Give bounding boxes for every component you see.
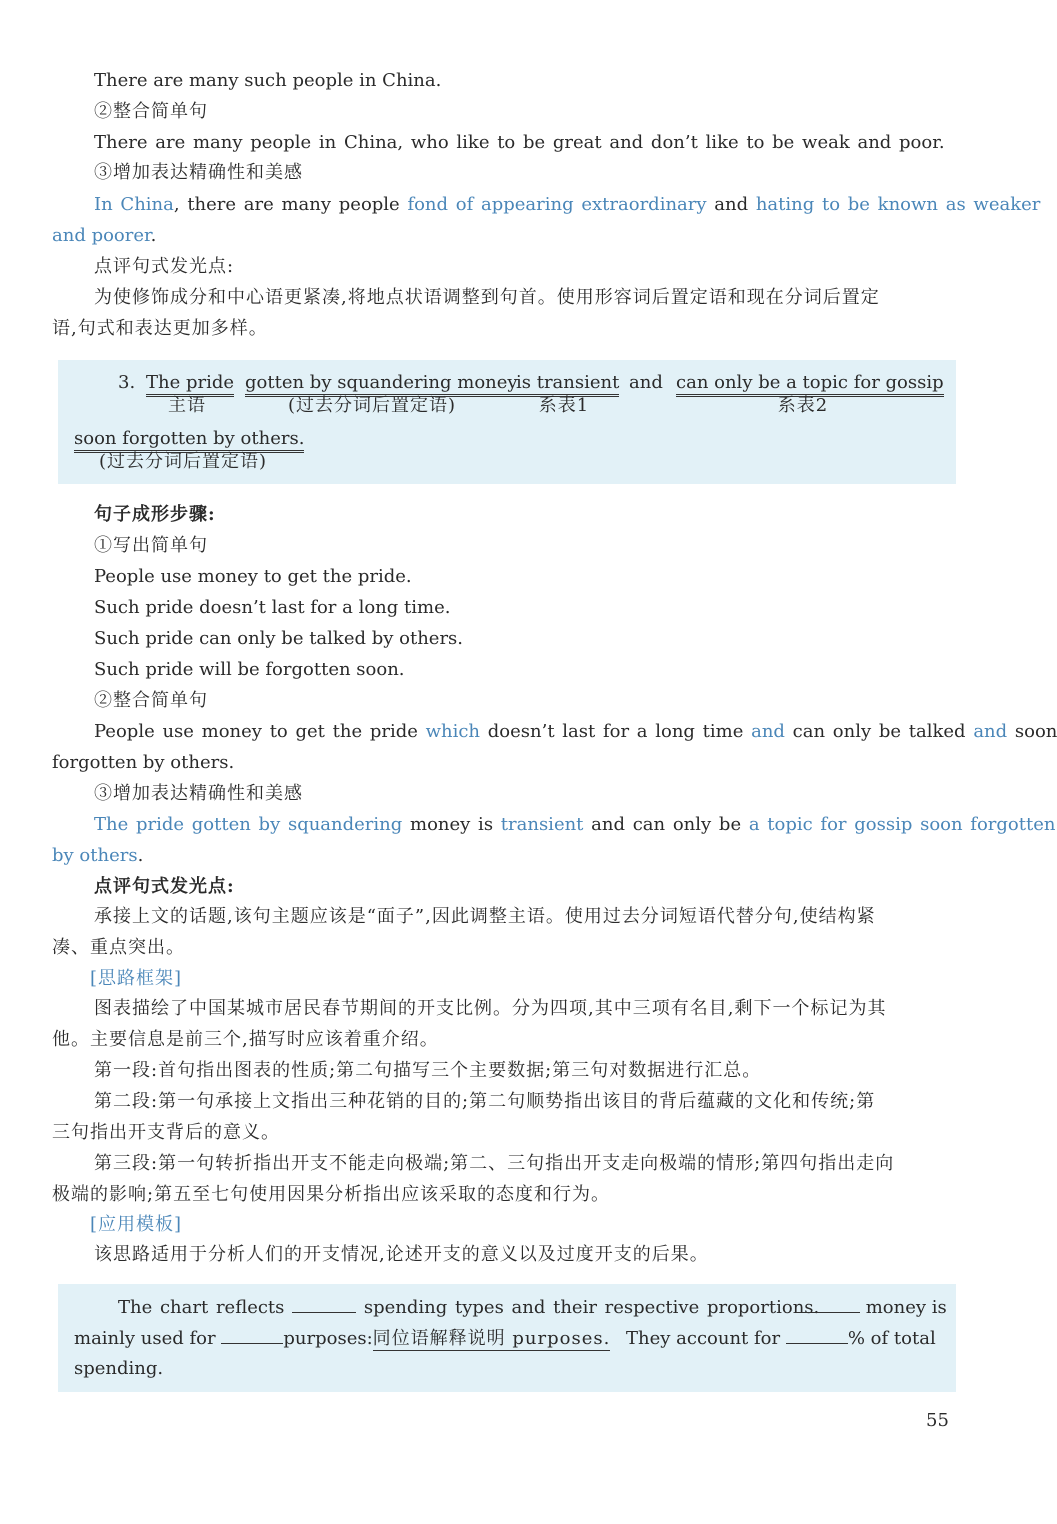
comment-heading: 点评句式发光点: [94, 876, 235, 897]
template-heading: [应用模板] [90, 1214, 183, 1235]
merged-sentence-line1: People use money to get the pride which doesn’t last for a long time and can only be talked and soon [94, 721, 1057, 742]
merged-sentence-line2: forgotten by others. [52, 752, 235, 773]
paragraph3-outline-line1: 第三段:第一句转折指出开支不能走向极端;第二、三句指出开支走向极端的情形;第四句指出走向 [94, 1153, 895, 1174]
framework-heading: [思路框架] [90, 968, 183, 989]
comment-text-line1: 为使修饰成分和中心语更紧凑,将地点状语调整到句首。使用形容词后置定语和现在分词后置定 [94, 287, 880, 308]
label-attribute1: (过去分词后置定语) [287, 395, 457, 416]
blank-field [292, 1292, 356, 1313]
simple-sentence: Such pride will be forgotten soon. [94, 659, 405, 680]
framework-text-line2: 他。主要信息是前三个,描写时应该着重介绍。 [52, 1029, 439, 1050]
enhanced-sentence-line1: In China, there are many people fond of appearing extraordinary and hating to be known as weaker [94, 194, 1041, 215]
step-heading-enhance: ③增加表达精确性和美感 [94, 783, 303, 804]
analysis-predicate2: can only be a topic for gossip [676, 368, 944, 398]
paragraph2-outline-line2: 三句指出开支背后的意义。 [52, 1122, 280, 1143]
enhanced-sentence2-line2: by others. [52, 845, 144, 866]
step-heading-merge: ②整合简单句 [94, 690, 208, 711]
blank-field [221, 1323, 283, 1344]
comment-heading: 点评句式发光点: [94, 256, 235, 277]
example-sentence: There are many such people in China. [94, 70, 442, 91]
label-attribute2: (过去分词后置定语) [98, 451, 268, 472]
template-line1-end: money is [796, 1292, 947, 1323]
steps-heading: 句子成形步骤: [94, 504, 216, 525]
enhanced-sentence2-line1: The pride gotten by squandering money is transient and can only be a topic for gossip soon forgotten [94, 814, 1056, 835]
comment-text-line2: 凑、重点突出。 [52, 937, 185, 958]
simple-sentence: Such pride can only be talked by others. [94, 628, 464, 649]
analysis-predicate1: is transient [516, 368, 619, 398]
template-line2-end: They account for % of total [626, 1323, 936, 1354]
analysis-attribute2: soon forgotten by others. [74, 424, 304, 454]
simple-sentence: People use money to get the pride. [94, 566, 412, 587]
template-line3: spending. [74, 1358, 164, 1379]
simple-sentence: Such pride doesn’t last for a long time. [94, 597, 451, 618]
template-line1: The chart reflects spending types and their respective proportions. [118, 1292, 819, 1323]
analysis-attribute1: gotten by squandering money [245, 368, 518, 398]
merged-sentence: There are many people in China, who like to be great and don’t like to be weak and poor. [94, 132, 945, 153]
step-heading-merge: ②整合简单句 [94, 101, 208, 122]
label-subject: 主语 [168, 395, 206, 416]
label-predicate1: 系表1 [538, 395, 590, 416]
analysis-conjunction: and [629, 372, 663, 393]
enhanced-sentence-line2: and poorer. [52, 225, 157, 246]
phrase-fond-of: fond of appearing extraordinary [407, 194, 707, 215]
phrase-hating: hating to be known as weaker [755, 194, 1041, 215]
template-description: 该思路适用于分析人们的开支情况,论述开支的意义以及过度开支的后果。 [94, 1244, 709, 1265]
step-heading-write: ①写出简单句 [94, 535, 208, 556]
paragraph3-outline-line2: 极端的影响;第五至七句使用因果分析指出应该采取的态度和行为。 [52, 1184, 611, 1205]
analysis-subject: The pride [146, 368, 234, 398]
analysis-number: 3. [118, 372, 136, 393]
comment-text-line1: 承接上文的话题,该句主题应该是“面子”,因此调整主语。使用过去分词短语代替分句,使结构紧 [94, 906, 876, 927]
template-line2: mainly used for purposes:同位语解释说明 purposes. [74, 1323, 610, 1354]
step-heading-enhance: ③增加表达精确性和美感 [94, 162, 303, 183]
framework-text-line1: 图表描绘了中国某城市居民春节期间的开支比例。分为四项,其中三项有名目,剩下一个标记为其 [94, 998, 887, 1019]
paragraph2-outline-line1: 第二段:第一句承接上文指出三种花销的目的;第二句顺势指出该目的背后蕴藏的文化和传统;第 [94, 1091, 876, 1112]
paragraph1-outline: 第一段:首句指出图表的性质;第二句描写三个主要数据;第三句对数据进行汇总。 [94, 1060, 762, 1081]
phrase-in-china: In China [94, 194, 174, 215]
blank-field [786, 1323, 848, 1344]
comment-text-line2: 语,句式和表达更加多样。 [52, 318, 268, 339]
blank-field [796, 1292, 860, 1313]
page-number: 55 [926, 1410, 949, 1431]
label-predicate2: 系表2 [777, 395, 829, 416]
